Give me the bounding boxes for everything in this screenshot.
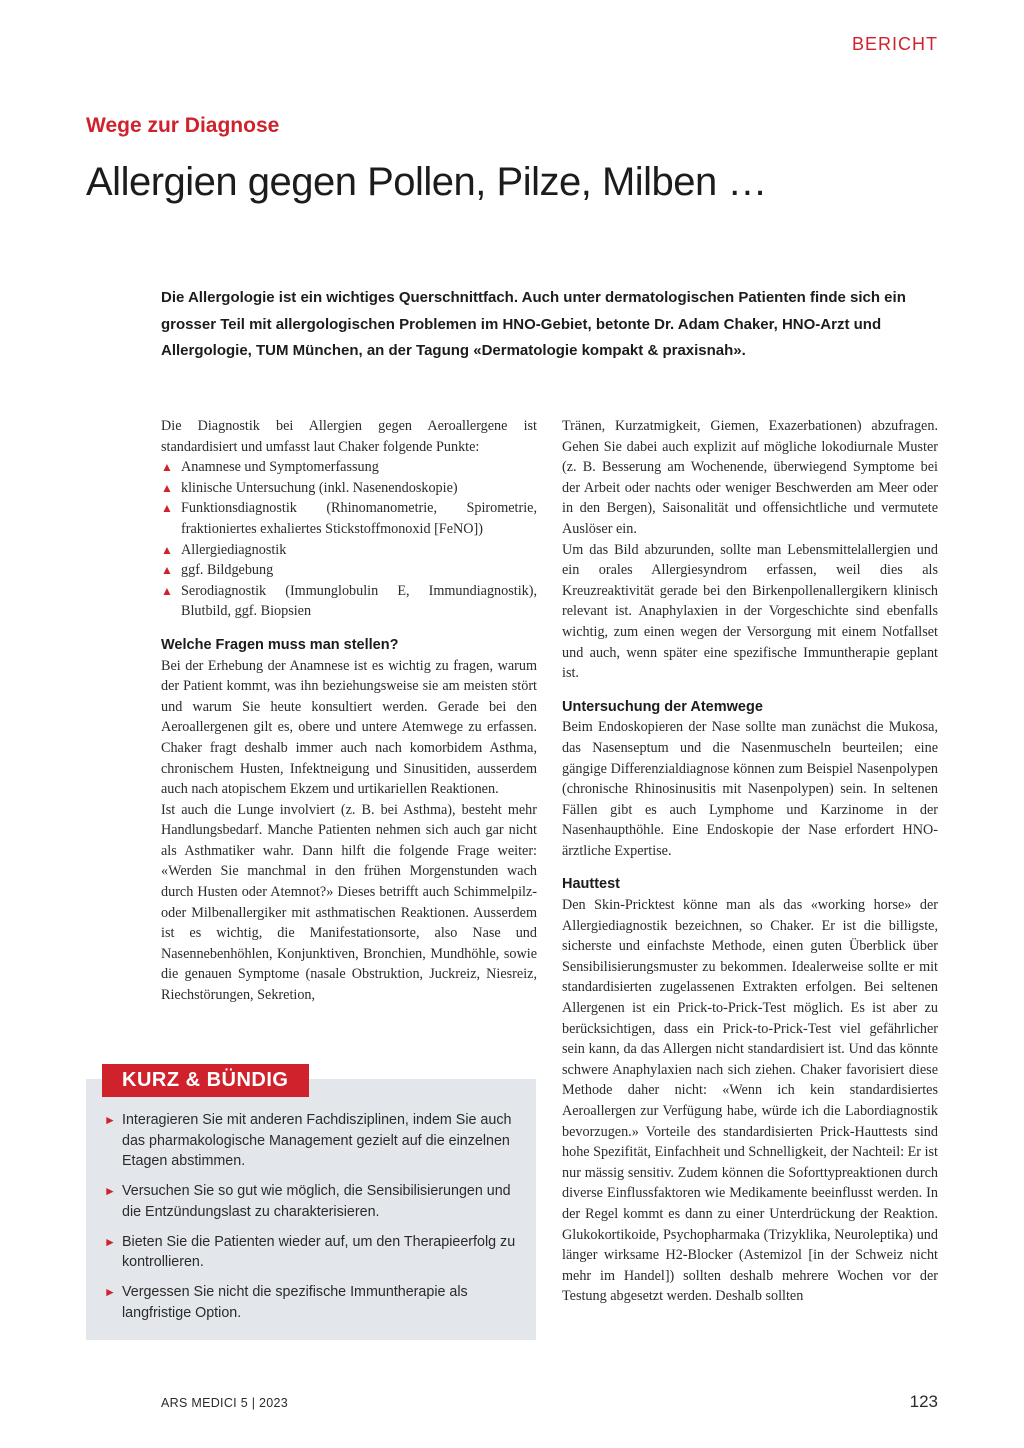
list-item: ▲ Serodiagnostik (Immunglobulin E, Immundiagnostik), Blutbild, ggf. Biopsien	[161, 582, 537, 620]
triangle-bullet-icon: ▲	[161, 583, 173, 598]
body-paragraph: Beim Endoskopieren der Nase sollte man zunächst die Mukosa, das Nasenseptum und die Nasenmuscheln beurteilen; eine gängige Differenzialdiagnose können zum Beispiel Nasenpolypen (chronische Rhinosinusitis mit Nasenpolypen) sein. In seltenen Fällen gibt es auch Lymphome und Karzinome in der Nasenhaupthöhle. Eine Endoskopie der Nase erfordert HNO-ärztliche Expertise.	[562, 719, 938, 859]
arrow-bullet-icon: ►	[104, 1113, 116, 1127]
list-item: ▲ Funktionsdiagnostik (Rhinomanometrie, Spirometrie, fraktioniertes exhaliertes Stickstoffmonoxid [FeNO])	[161, 500, 537, 537]
article-lead: Die Allergologie ist ein wichtiges Querschnittfach. Auch unter dermatologischen Patienten finde sich ein grosser Teil mit allergologischen Problemen im HNO-Gebiet, betonte Dr. Adam Chaker, HNO-Arzt und Allergologie, TUM München, an der Tagung «Dermatologie kompakt & praxisnah».	[161, 289, 906, 359]
body-paragraph: Bei der Erhebung der Anamnese ist es wichtig zu fragen, warum der Patient kommt, was ihn beziehungsweise sie am meisten stört und warum Sie heute konsultiert werden. Gerade bei den Aeroallergenen gilt es, obere und untere Atemwege zu erfassen. Chaker fragt deshalb immer auch nach komorbidem Asthma, chronischem Husten, Infektneigung und Sinusitiden, ausserdem auch nach atopischem Ekzem und urtikariellen Reaktionen.	[161, 657, 537, 798]
footer-journal: ARS MEDICI 5 | 2023	[161, 1396, 289, 1410]
body-paragraph: Den Skin-Pricktest könne man als das «working horse» der Allergiediagnostik bezeichnen, so Chaker. Er ist die billigste, sicherste und einfachste Methode, einen guten Überblick über Sensibilisierungsmuster zu bekommen. Idealerweise sollte er mit standardisierten zugelassenen Extrakten erfolgen. Bei seltenen Allergenen ist ein Prick-to-Prick-Test möglich. Es ist aber zu berücksichtigen, dass ein Prick-to-Prick-Test viel gefährlicher sein kann, da das Allergen nicht standardisiert ist. Und das könnte schwere Anaphylaxien nach sich ziehen. Chaker favorisiert diese Methode daher nicht: «Wenn ich kein standardisiertes Aeroallergen zur Verfügung habe, würde ich die Labordiagnostik bevorzugen.» Vorteile des standardisierten Prick-Hauttests sind hohe Spezifität, Einfachheit und Schnelligkeit, der Nachteil: Er ist nur mässig sensitiv. Zudem können die Soforttypreaktionen durch diverse Einflussfaktoren wie Medikamente beeinflusst werden. In der Regel kommt es dann zu einer Unterdrückung der Reaktion. Glukokortikoide, Psychopharmaka (Trizyklika, Neuroleptika) und länger wirksame H2-Blocker (Astemizol [in der Schweiz nicht mehr im Handel]) sollten deshalb mehrere Wochen vor der Testung abgesetzt werden. Deshalb sollten	[562, 897, 938, 1305]
right-column	[562, 416, 938, 1307]
summary-item: ► Versuchen Sie so gut wie möglich, die Sensibilisierungen und die Entzündungslast zu charakterisieren.	[104, 1183, 511, 1220]
triangle-bullet-icon: ▲	[161, 542, 173, 557]
summary-item: ► Interagieren Sie mit anderen Fachdisziplinen, indem Sie auch das pharmakologische Management gezielt auf die einzelnen Etagen abstimmen.	[104, 1112, 512, 1169]
summary-list	[104, 1110, 528, 1333]
triangle-bullet-icon: ▲	[161, 563, 173, 578]
section-label: BERICHT	[851, 34, 938, 54]
diagnostics-list	[161, 457, 537, 622]
body-paragraph: Ist auch die Lunge involviert (z. B. bei Asthma), besteht mehr Handlungsbedarf. Manche Patienten nehmen sich auch gar nicht als Asthmatiker wahr. Dann hilft die folgende Frage weiter: «Werden Sie manchmal in den frühen Morgenstunden wach durch Husten oder Atemnot?» Dieses betrifft auch Schimmelpilz- oder Milbenallergiker mit asthmatischen Reaktionen. Ausserdem ist es wichtig, die Manifestationsorte, also Nase und Nasennebenhöhlen, Konjunktiven, Bronchien, Mundhöhle, sowie die genauen Symptome (nasale Obstruktion, Juckreiz, Niesreiz, Riechstörungen, Sekretion,	[161, 801, 537, 1004]
summary-item: ► Bieten Sie die Patienten wieder auf, um den Therapieerfolg zu kontrollieren.	[104, 1233, 516, 1270]
triangle-bullet-icon: ▲	[161, 460, 173, 475]
body-paragraph: Um das Bild abzurunden, sollte man Lebensmittelallergien und ein orales Allergiesyndrom erfassen, weil dies als Kreuzreaktivität gerade bei den Birkenpollenallergikern klinisch relevant ist. Anaphylaxien in der Vorgeschichte sind ebenfalls wichtig, zum einen wegen der Versorgung mit einem Notfallset und auch, wenn später eine spezifische Immuntherapie geplant ist.	[562, 541, 938, 682]
article-kicker: Wege zur Diagnose	[86, 114, 280, 137]
section-heading: Welche Fragen muss man stellen?	[161, 636, 399, 653]
summary-title: KURZ & BÜNDIG	[102, 1064, 309, 1097]
section-heading: Untersuchung der Atemwege	[562, 698, 763, 715]
list-item: ▲ Anamnese und Symptomerfassung	[161, 457, 537, 478]
list-item: ▲ klinische Untersuchung (inkl. Nasenendoskopie)	[161, 478, 537, 499]
triangle-bullet-icon: ▲	[161, 501, 173, 516]
article-headline: Allergien gegen Pollen, Pilze, Milben …	[86, 160, 767, 204]
left-column	[161, 416, 537, 1006]
triangle-bullet-icon: ▲	[161, 480, 173, 495]
summary-item: ► Vergessen Sie nicht die spezifische Immuntherapie als langfristige Option.	[104, 1284, 468, 1321]
section-heading: Hauttest	[562, 876, 621, 893]
arrow-bullet-icon: ►	[104, 1184, 116, 1198]
body-paragraph: Tränen, Kurzatmigkeit, Giemen, Exazerbationen) abzufragen. Gehen Sie dabei auch explizit auf mögliche lokodiurnale Muster (z. B. Besserung am Wochenende, überwiegend Symptome bei der Arbeit oder nachts oder weniger Beschwerden am Meer oder in den Bergen), Saisonalität und offensichtliche und vermutete Auslöser ein.	[562, 418, 938, 537]
list-item: ▲ ggf. Bildgebung	[161, 560, 537, 581]
intro-paragraph: Die Diagnostik bei Allergien gegen Aeroallergene ist standardisiert und umfasst laut Chaker folgende Punkte:	[161, 418, 537, 455]
page-number: 123	[909, 1392, 938, 1411]
arrow-bullet-icon: ►	[104, 1285, 116, 1299]
arrow-bullet-icon: ►	[104, 1234, 116, 1249]
list-item: ▲ Allergiediagnostik	[161, 540, 537, 561]
